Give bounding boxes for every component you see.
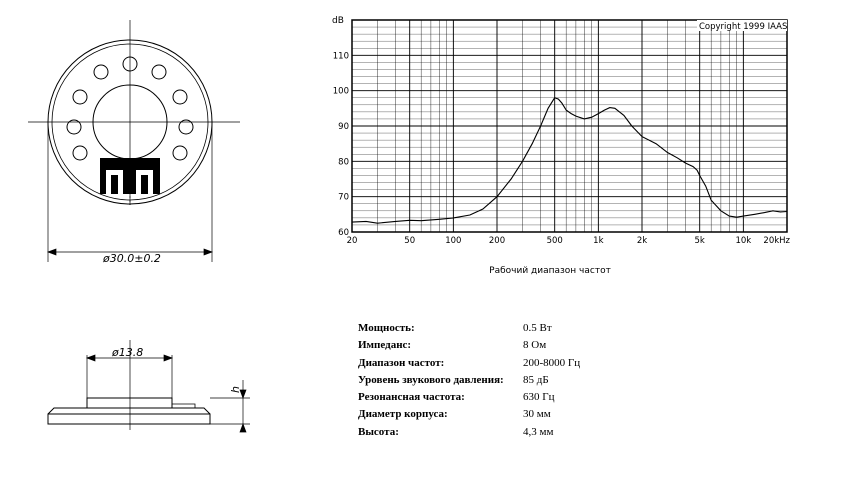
spec-row bbox=[358, 320, 580, 337]
y-tick-label: 60 bbox=[338, 228, 349, 238]
x-tick-label: 10k bbox=[735, 236, 752, 246]
spec-row bbox=[358, 372, 580, 389]
y-tick-label: 100 bbox=[332, 86, 349, 97]
spec-value: 200-8000 Гц bbox=[523, 356, 581, 369]
spec-row bbox=[358, 355, 580, 372]
y-tick-label: 70 bbox=[338, 192, 349, 203]
spec-value: 30 мм bbox=[523, 408, 551, 421]
speaker-side-view-drawing bbox=[48, 398, 210, 424]
x-tick-label: 50 bbox=[404, 236, 416, 246]
front-diameter-label: ø30.0±0.2 bbox=[103, 252, 161, 265]
height-label: h bbox=[229, 386, 242, 393]
x-tick-label: 1k bbox=[593, 236, 604, 246]
spec-row bbox=[358, 389, 580, 406]
x-tick-label: 5k bbox=[694, 236, 705, 246]
spec-value: 0.5 Вт bbox=[523, 322, 552, 334]
frequency-response-chart bbox=[330, 10, 790, 250]
x-tick-label: 20kHz bbox=[763, 236, 790, 246]
x-tick-label: 20 bbox=[346, 236, 358, 246]
x-tick-label: 100 bbox=[445, 236, 462, 246]
major-gridlines bbox=[352, 20, 787, 232]
specifications-table bbox=[358, 320, 580, 441]
spec-label: Резонансная частота: bbox=[358, 391, 465, 404]
spec-label: Диапазон частот: bbox=[358, 356, 445, 369]
spec-label: Диаметр корпуса: bbox=[358, 408, 448, 421]
y-tick-label: 90 bbox=[338, 122, 349, 132]
spec-row bbox=[358, 424, 580, 441]
spec-label: Высота: bbox=[358, 425, 399, 438]
spec-value: 4,3 мм bbox=[523, 425, 554, 438]
x-tick-label: 200 bbox=[488, 236, 506, 246]
frequency-response-line bbox=[352, 98, 787, 224]
spec-row bbox=[358, 406, 580, 423]
chart-caption: Рабочий диапазон частот bbox=[489, 266, 611, 276]
speaker-front-view-drawing bbox=[0, 0, 330, 480]
spec-value: 85 дБ bbox=[523, 373, 549, 386]
spec-row bbox=[358, 337, 580, 354]
spec-label: Уровень звукового давления: bbox=[358, 373, 504, 386]
y-tick-labels bbox=[333, 51, 349, 238]
x-tick-label: 2k bbox=[636, 236, 648, 246]
y-tick-label: 110 bbox=[332, 51, 349, 62]
x-tick-labels bbox=[347, 236, 790, 246]
spec-value: 630 Гц bbox=[523, 391, 555, 404]
spec-label: Мощность: bbox=[358, 322, 415, 334]
y-axis-unit-label: dB bbox=[332, 16, 344, 26]
y-tick-label: 80 bbox=[338, 157, 349, 168]
spec-label: Импеданс: bbox=[358, 339, 412, 352]
spec-value: 8 Ом bbox=[523, 339, 547, 352]
x-tick-label: 500 bbox=[546, 236, 563, 246]
side-diameter-label: ø13.8 bbox=[112, 346, 144, 359]
copyright-label: Copyright 1999 IAAS bbox=[699, 22, 788, 32]
